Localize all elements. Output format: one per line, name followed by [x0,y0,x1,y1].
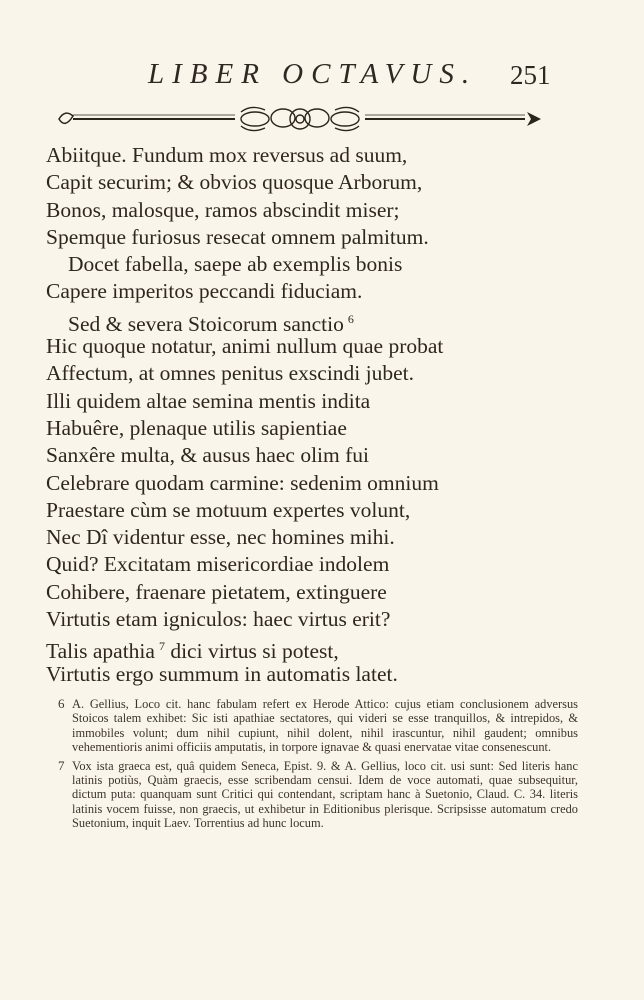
verse-line: Affectum, at omnes penitus exscindi jubet. [46,361,415,386]
verse-line: Sed & severa Stoicorum sanctio $^6$ [68,311,354,336]
footnote-reference[interactable]: 6 [347,311,354,326]
verse-line: Sanxêre multa, & ausus haec olim fui [46,443,370,468]
verse-line: Praestare cùm se motuum expertes volunt, [46,497,411,522]
page-header [0,58,644,94]
verse-line: Habuêre, plenaque utilis sapientiae [46,415,347,440]
verse-line: Talis apathia $^7$ dici virtus si potest, [46,639,339,664]
verse-line: Illi quidem altae semina mentis indita [46,388,371,413]
verse-line: Docet fabella, saepe ab exemplis bonis [68,252,403,277]
footnotes [58,697,578,835]
verse-line: Capere imperitos peccandi fiduciam. [46,279,363,304]
verse-text [46,142,606,688]
running-title: LIBER OCTAVUS. [148,58,478,90]
verse-line: Hic quoque notatur, animi nullum quae probat [46,334,444,359]
verse-line: Cohibere, fraenare pietatem, extinguere [46,579,387,604]
footnote-text: A. Gellius, Loco cit. hanc fabulam refert ex Herode Attico: cujus etiam conclusionem adversus Stoicos talem exhibet: Sic isti apathiae sectatores, qui videri se esse tranquillos, & intrepidos, & immobiles volunt; dum nihil cupiunt, nihil dolent, nihil irascuntur, nihil gaudent; omnibus vehementioris animi officiis amputatis, in torpore ignavae & quasi enervatae vitae consenescunt. [72,697,578,755]
floral-ornament-icon [55,104,545,134]
verse-line: Quid? Excitatam misericordiae indolem [46,552,390,577]
verse-line: Bonos, malosque, ramos abscindit miser; [46,197,400,222]
footnote-number: 7 [58,757,65,773]
footnote-reference[interactable]: 7 [158,639,165,654]
page-number: 251 [510,60,551,90]
footnote [58,759,578,831]
verse-line: Virtutis ergo summum in automatis latet. [46,661,398,686]
verse-line: Abiitque. Fundum mox reversus ad suum, [46,143,408,167]
verse-line: Virtutis etam igniculos: haec virtus erit? [46,607,391,632]
verse-line: Spemque furiosus resecat omnem palmitum. [46,224,429,249]
verse-line: Celebrare quodam carmine: sedenim omnium [46,470,439,495]
footnote-text: Vox ista graeca est, quâ quidem Seneca, Epist. 9. & A. Gellius, loco cit. usi sunt: Sed literis hanc latinis potiùs, Quàm graecis, esse scribendam censui. Idem de voce automati, quae subsequitur, dictum puta: quanquam sunt Critici qui contendant, scriptam hanc à Suetonio, Claud. C. 34. literis latinis vocem fuisse, non graecis, ut exhibetur in Editionibus plerisque. Scripsisse automatum credo Suetonium, inquit Laev. Torrentius ad hunc locum. [72,758,578,831]
footnote-number: 6 [58,696,65,711]
verse-line: Nec Dî videntur esse, nec homines mihi. [46,525,395,550]
verse-line: Capit securim; & obvios quosque Arborum, [46,170,423,195]
footnote [58,697,578,755]
